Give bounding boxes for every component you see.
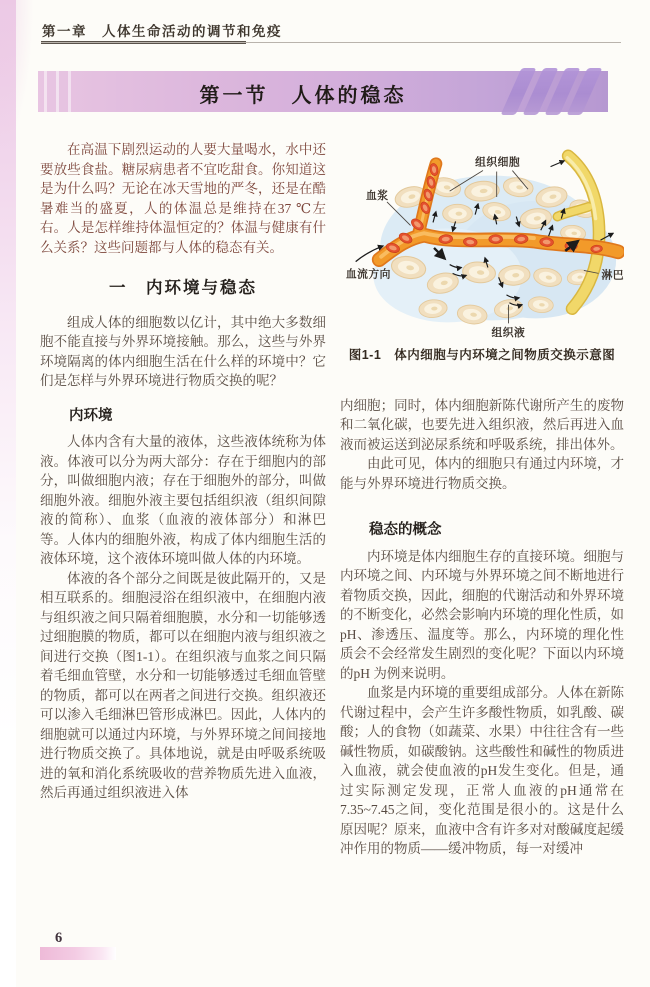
label-tissue-cells: 组织细胞: [475, 156, 521, 169]
label-lymph: 淋巴: [601, 269, 624, 282]
figure-1-1: [340, 148, 624, 366]
banner-brush-strokes-decoration: [511, 68, 592, 115]
figure-1-1-illustration: [340, 148, 624, 340]
paragraph-blood-ph: 血浆是内环境的重要组成部分。人体在新陈代谢过程中，会产生许多酸性物质，如乳酸、碳酸；人的食物（如蔬菜、水果）中往往含有一些碱性物质，如碳酸钠。这些酸性和碱性的物质进入血液，就会使血液的pH发生变化。但是，通过实际测定发现，正常人血液的pH通常在7.35~7.45之间，变化范围是很小的。这是什么原因呢？原来，血液中含有许多对对酸碱度起缓冲作用的物质——缓冲物质，每一对缓冲: [340, 685, 624, 856]
paragraph-waste-transport: 内细胞；同时，体内细胞新陈代谢所产生的废物和二氧化碳，也要先进入组织液，然后再进入血液而被运送到泌尿系统和呼吸系统，排出体外。: [340, 397, 624, 452]
paragraph-cells-environment: 组成人体的细胞数以亿计，其中绝大多数细胞不能直接与外界环境接触。那么，这些与外界环境隔离的体内细胞生活在什么样的环境中？它们是怎样与外界环境进行物质交换的呢？: [40, 314, 326, 388]
subheading-homeostasis-concept: 稳态的概念: [369, 522, 442, 538]
figure-caption: 图1-1 体内细胞与内环境之间物质交换示意图: [348, 348, 616, 362]
section-heading-inner-environment: 一 内环境与稳态: [109, 279, 257, 297]
page-number: 6: [55, 930, 63, 946]
right-column: [340, 140, 624, 859]
section-banner: [38, 71, 608, 112]
left-column: [40, 140, 326, 803]
page-number-bar: [40, 947, 116, 960]
subheading-internal-environment: 内环境: [69, 407, 113, 424]
paragraph-homeostasis: 内环境是体内细胞生存的直接环境。细胞与内环境之间、内环境与外界环境之间不断地进行着物质交换，因此，细胞的代谢活动和外界环境的不断变化，必然会影响内环境的理化性质，如pH、渗透压、温度等。那么，内环境的理化性质会不会经常发生剧烈的变化呢？下面以内环境的pH 为例来说明。: [340, 548, 624, 681]
paragraph-fluid-exchange: 体液的各个部分之间既是彼此隔开的，又是相互联系的。细胞浸浴在组织液中，在细胞内液与组织液之间只隔着细胞膜，水分和一切能够透过细胞膜的物质，都可以在细胞内液与组织液之间进行交换（图1-1）。在组织液与血浆之间只隔着毛细血管壁，水分和一切能够透过毛细血管壁的物质，都可以在两者之间进行交换。组织液还可以渗入毛细淋巴管形成淋巴。因此，人体内的细胞就可以通过内环境，与外界环境之间间接地进行物质交换了。具体地说，就是由呼吸系统吸进的氧和消化系统吸收的营养物质先进入血液，然后再通过组织液进入体: [40, 570, 326, 800]
label-blood-flow-direction: 血流方向: [345, 268, 391, 281]
header-rule-light: [41, 42, 621, 43]
section-title: 第一节 人体的稳态: [199, 85, 407, 107]
intro-paragraph: 在高温下剧烈运动的人要大量喝水，水中还要放些食盐。糖尿病患者不宜吃甜食。你知道这是为什么吗？无论在冰天雪地的严冬，还是在酷暑难当的盛夏，人的体温总是维持在37 ℃左右。人是怎样维持体温恒定的？体温与健康有什么关系？这些问题都与人体的稳态有关。: [40, 142, 326, 255]
paragraph-conclusion: 由此可见，体内的细胞只有通过内环境，才能与外界环境进行物质交换。: [340, 456, 624, 491]
paragraph-body-fluids: 人体内含有大量的液体，这些液体统称为体液。体液可以分为两大部分：存在于细胞内的部分，叫做细胞内液；存在于细胞外的部分，叫做细胞外液。细胞外液主要包括组织液（组织间隙液的简称）、血浆（血液的液体部分）和淋巴等。人体内的细胞外液，构成了体内细胞生活的液体环境，这个液体环境叫做人体的内环境。: [40, 434, 326, 566]
label-plasma: 血浆: [365, 189, 389, 202]
chapter-header: 第一章 人体生命活动的调节和免疫: [42, 24, 282, 39]
page-edge-corner-wash: [0, 0, 34, 150]
label-tissue-fluid: 组织液: [491, 327, 526, 340]
